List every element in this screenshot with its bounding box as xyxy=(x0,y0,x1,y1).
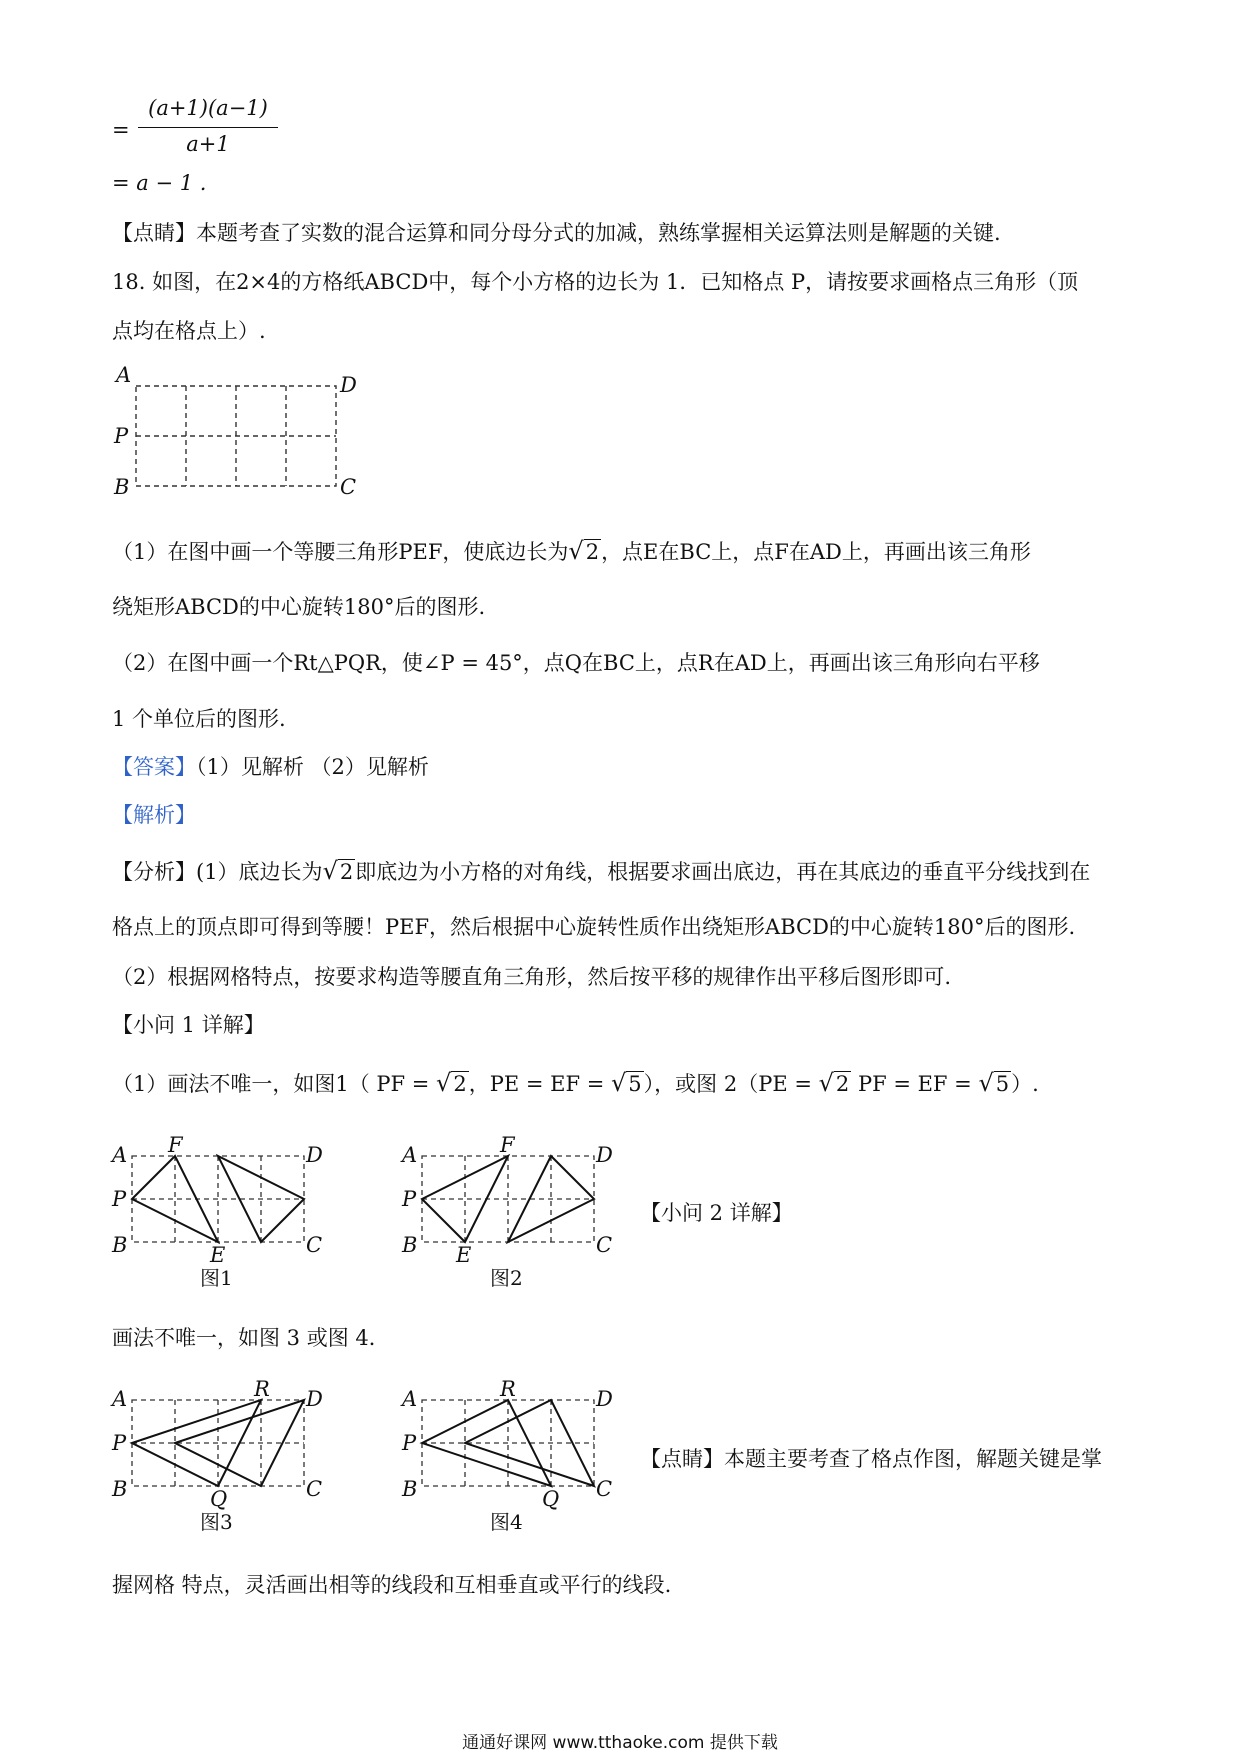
svg-text:D: D xyxy=(596,1143,613,1167)
dianjing-1: 【点睛】本题考查了实数的混合运算和同分母分式的加减，熟练掌握相关运算法则是解题的关键. xyxy=(112,221,1001,245)
svg-text:E: E xyxy=(456,1243,472,1267)
svg-text:Q: Q xyxy=(210,1487,228,1511)
svg-text:C: C xyxy=(596,1477,613,1501)
final-line: 握网格 特点，灵活画出相等的线段和互相垂直或平行的线段. xyxy=(112,1573,672,1597)
label-A: A xyxy=(116,363,132,387)
grid-figure-main xyxy=(112,363,372,500)
svg-text:R: R xyxy=(254,1377,270,1401)
figure-1 xyxy=(112,1128,332,1288)
svg-text:C: C xyxy=(306,1233,323,1257)
answer-text: （1）见解析 （2）见解析 xyxy=(196,755,429,779)
figure-4 xyxy=(402,1372,622,1532)
fraction-bar xyxy=(138,127,278,128)
part2-line1: （2）在图中画一个Rt△PQR，使∠P = 45°，点Q在BC上，点R在AD上，再画出该三角形向右平移 xyxy=(112,651,1040,675)
svg-text:D: D xyxy=(306,1387,323,1411)
caption-fig2: 图2 xyxy=(490,1266,523,1290)
subq1-heading: 【小问 1 详解】 xyxy=(112,1013,265,1037)
figure-2 xyxy=(402,1128,622,1288)
fraction-numerator: (a+1)(a−1) xyxy=(148,96,268,120)
svg-text:P: P xyxy=(402,1431,417,1455)
subq1-explanation: （1）画法不唯一，如图1（ PF = √2，PE = EF = √5），或图 2（PE = √2 PF = EF = √5）. xyxy=(112,1069,1039,1097)
analysis-line1: 【分析】(1）底边长为√2即底边为小方格的对角线，根据要求画出底边，再在其底边的垂直平分线找到在 xyxy=(112,857,1091,885)
svg-text:A: A xyxy=(402,1143,418,1167)
question-18-line2: 点均在格点上）. xyxy=(112,319,266,343)
svg-text:R: R xyxy=(500,1377,516,1401)
svg-text:B: B xyxy=(112,1477,128,1501)
svg-text:A: A xyxy=(112,1143,128,1167)
caption-fig3: 图3 xyxy=(200,1510,233,1534)
caption-fig4: 图4 xyxy=(490,1510,523,1534)
label-P: P xyxy=(114,424,129,448)
page-footer: 通通好课网 www.tthaoke.com 提供下载 xyxy=(462,1733,778,1753)
result-line: = a − 1 . xyxy=(112,171,207,195)
analysis-line2: 格点上的顶点即可得到等腰！PEF，然后根据中心旋转性质作出绕矩形ABCD的中心旋转180°后的图形. xyxy=(112,915,1076,939)
figure-3 xyxy=(112,1372,332,1532)
fraction-denominator: a+1 xyxy=(186,132,230,156)
subq2-heading: 【小问 2 详解】 xyxy=(640,1201,793,1225)
svg-text:F: F xyxy=(168,1133,183,1157)
methods-line: 画法不唯一，如图 3 或图 4． xyxy=(112,1326,390,1350)
svg-text:P: P xyxy=(112,1431,127,1455)
question-18-line1: 18. 如图，在2×4的方格纸ABCD中，每个小方格的边长为 1．已知格点 P，请按要求画格点三角形（顶 xyxy=(112,270,1079,294)
dianjing-2: 【点睛】本题主要考查了格点作图，解题关键是掌 xyxy=(640,1447,1102,1471)
part1-line1 xyxy=(112,536,1031,567)
part1-line1-pre: （1）在图中画一个等腰三角形PEF，使底边长为 xyxy=(112,540,569,564)
svg-text:B: B xyxy=(402,1233,418,1257)
svg-text:C: C xyxy=(306,1477,323,1501)
sqrt2-radical: √2 xyxy=(568,537,600,565)
svg-text:D: D xyxy=(306,1143,323,1167)
svg-text:D: D xyxy=(596,1387,613,1411)
label-C: C xyxy=(340,475,357,499)
svg-text:C: C xyxy=(596,1233,613,1257)
svg-text:B: B xyxy=(112,1233,128,1257)
answer-line xyxy=(112,752,429,782)
svg-text:A: A xyxy=(402,1387,418,1411)
svg-text:B: B xyxy=(402,1477,418,1501)
svg-text:E: E xyxy=(210,1243,226,1267)
analysis-line3: （2）根据网格特点，按要求构造等腰直角三角形，然后按平移的规律作出平移后图形即可. xyxy=(112,965,952,989)
svg-text:A: A xyxy=(112,1387,128,1411)
svg-text:F: F xyxy=(500,1133,515,1157)
svg-text:P: P xyxy=(112,1187,127,1211)
caption-fig1: 图1 xyxy=(200,1266,233,1290)
jiexi-tag: 【解析】 xyxy=(112,803,196,827)
svg-text:P: P xyxy=(402,1187,417,1211)
label-D: D xyxy=(340,373,357,397)
part2-line2: 1 个单位后的图形. xyxy=(112,707,286,731)
answer-tag: 【答案】 xyxy=(112,755,196,779)
svg-text:Q: Q xyxy=(542,1487,560,1511)
part1-line1-post: ，点E在BC上，点F在AD上，再画出该三角形 xyxy=(601,540,1031,564)
sqrt2-radical-2: √2 xyxy=(322,857,354,885)
label-B: B xyxy=(114,475,130,499)
part1-line2: 绕矩形ABCD的中心旋转180°后的图形. xyxy=(112,595,486,619)
equals-sign: = xyxy=(112,118,130,142)
